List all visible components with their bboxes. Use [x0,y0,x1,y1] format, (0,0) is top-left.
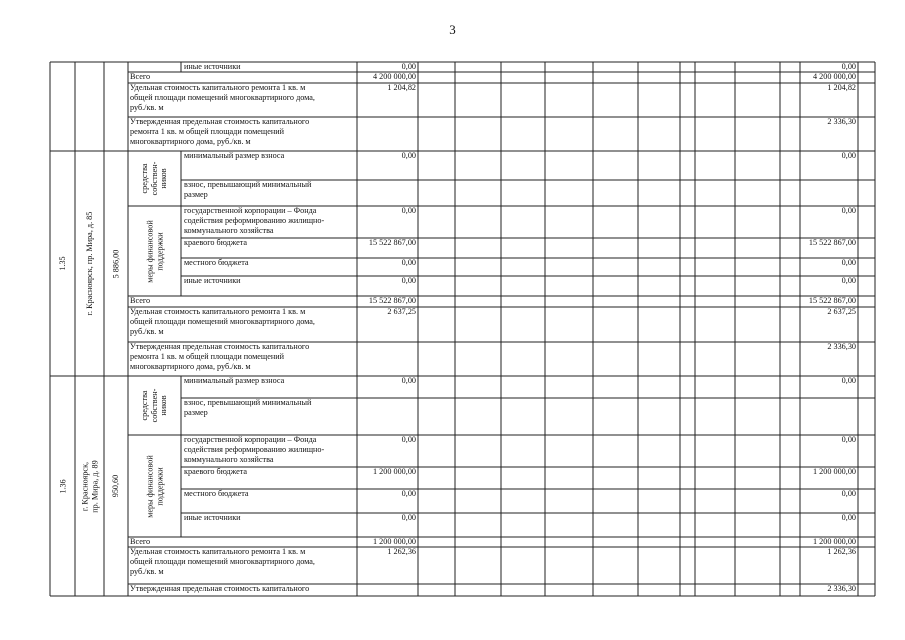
row-total: 1 200 000,00 [813,537,856,546]
row-value: 0,00 [401,276,416,285]
row-total: 0,00 [841,276,856,285]
row-total: 2 637,25 [827,307,856,316]
row-value: 1 200 000,00 [373,467,416,476]
group-number: 1.35 [57,256,67,271]
row-total: 1 262,36 [827,547,856,556]
row-label: краевого бюджета [184,238,248,247]
row-total: 0,00 [841,151,856,160]
row-value: 0,00 [401,62,416,71]
row-label: государственной корпорации – Фонда содействия реформированию жилищно- коммунального хозяйства [184,435,325,464]
row-total: 0,00 [841,376,856,385]
category-financial-support: меры финансовой поддержки [145,454,164,518]
row-total: 1 204,82 [827,83,856,92]
row-label: минимальный размер взноса [184,376,285,385]
row-value [357,342,416,352]
row-label: Всего [130,72,151,81]
row-total: 0,00 [841,258,856,267]
row-value [357,180,416,190]
row-value: 0,00 [401,258,416,267]
group-address: г. Красноярск, пр. Мира, д. 89 [80,459,99,513]
row-total [800,398,856,408]
row-label: Утвержденная предельная стоимость капитального ремонта 1 кв. м общей площади помещений многоквартирного дома, руб./кв. м [130,342,310,371]
row-value [357,117,416,127]
row-total [800,180,856,190]
row-label: краевого бюджета [184,467,248,476]
row-label: Всего [130,537,151,546]
row-label: государственной корпорации – Фонда содействия реформированию жилищно- коммунального хозяйства [184,206,325,235]
row-value: 1 204,82 [387,83,416,92]
row-value: 4 200 000,00 [373,72,416,81]
row-label: местного бюджета [184,258,249,267]
row-value: 0,00 [401,513,416,522]
row-total: 0,00 [841,489,856,498]
row-total: 15 522 867,00 [808,238,856,247]
row-label: Удельная стоимость капитального ремонта 1 кв. м общей площади помещений многоквартирного дома, руб./кв. м [130,307,315,336]
row-total: 15 522 867,00 [808,296,856,305]
row-value [357,398,416,408]
row-label: Удельная стоимость капитального ремонта 1 кв. м общей площади помещений многоквартирного дома, руб./кв. м [130,83,315,112]
row-label: иные источники [184,276,241,285]
group-number: 1.36 [57,478,67,494]
category-owner-funds: средства собствен- ников [140,388,169,423]
row-value: 0,00 [401,489,416,498]
category-owner-funds: средства собствен- ников [140,161,169,196]
row-total: 0,00 [841,435,856,444]
row-value: 0,00 [401,376,416,385]
row-label: Утвержденная предельная стоимость капитального ремонта 1 кв. м общей площади помещений многоквартирного дома, руб./кв. м [130,117,310,146]
row-label: Всего [130,296,151,305]
group-area: 5 886,00 [111,249,121,278]
row-total: 2 336,30 [827,117,856,126]
row-value [357,584,416,594]
row-total: 2 336,30 [827,584,856,593]
row-value: 0,00 [401,151,416,160]
row-value: 2 637,25 [387,307,416,316]
row-total: 1 200 000,00 [813,467,856,476]
row-value: 0,00 [401,435,416,444]
row-total: 0,00 [841,206,856,215]
row-total: 2 336,30 [827,342,856,351]
row-label: взнос, превышающий минимальный размер [184,398,312,417]
row-total: 0,00 [841,62,856,71]
row-label: иные источники [184,62,241,71]
row-label: иные источники [184,513,241,522]
row-value: 15 522 867,00 [368,238,416,247]
row-label: Утвержденная предельная стоимость капитального [130,584,310,593]
row-total: 4 200 000,00 [813,72,856,81]
row-total: 0,00 [841,513,856,522]
row-value: 0,00 [401,206,416,215]
row-label: минимальный размер взноса [184,151,285,160]
page-number: 3 [449,22,456,37]
row-label: взнос, превышающий минимальный размер [184,180,312,199]
row-value: 1 262,36 [387,547,416,556]
row-label: местного бюджета [184,489,249,498]
category-financial-support: меры финансовой поддержки [145,219,164,283]
group-area: 950,60 [111,474,121,498]
row-value: 1 200 000,00 [373,537,416,546]
row-label: Удельная стоимость капитального ремонта 1 кв. м общей площади помещений многоквартирного дома, руб./кв. м [130,547,315,576]
group-address: г. Красноярск, пр. Мира, д. 85 [84,211,94,316]
row-value: 15 522 867,00 [368,296,416,305]
